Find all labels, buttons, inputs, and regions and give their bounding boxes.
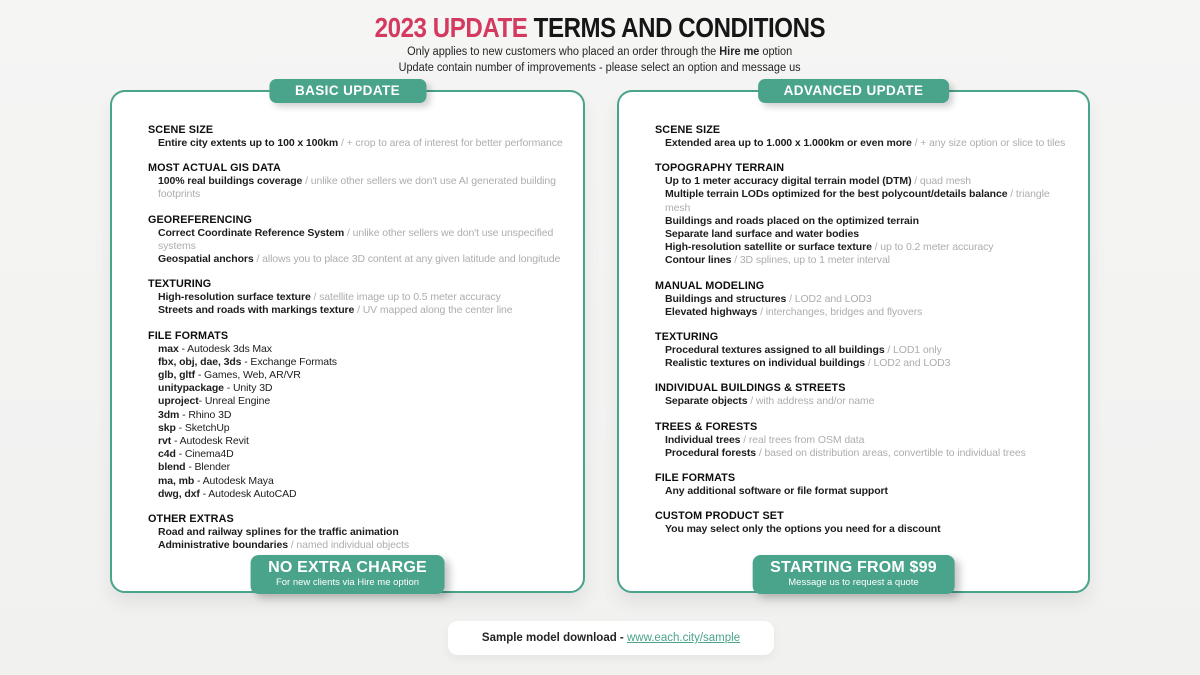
list-item (655, 357, 1068, 370)
item-main-text: Multiple terrain LODs optimized for the best polycount/details balance (665, 188, 1011, 201)
section-heading: MOST ACTUAL GIS DATA (148, 162, 281, 175)
item-note-text: / satellite image up to 0.5 meter accuracy (313, 291, 501, 304)
item-note-text: / with address and/or name (750, 395, 875, 408)
item-main-text: dwg, dxf (158, 487, 200, 500)
advanced-update-footer-badge (752, 555, 955, 594)
section-scene-size (148, 124, 563, 150)
page-title (375, 12, 826, 44)
section-heading: SCENE SIZE (148, 124, 214, 136)
item-main-text: glb, gltf (158, 369, 196, 382)
list-item (148, 137, 563, 150)
list-item (148, 369, 563, 382)
basic-update-sections (112, 92, 583, 552)
item-main-text: Buildings and roads placed on the optimized terrain (665, 214, 919, 227)
section-other-extras (148, 513, 563, 552)
advanced-update-sections (619, 92, 1088, 536)
subtitle-line-1 (0, 46, 1200, 60)
list-item (148, 395, 563, 408)
item-note-text: / + any size option or slice to tiles (914, 137, 1066, 149)
section-heading: TREES & FORESTS (655, 420, 758, 433)
list-item (655, 241, 1068, 254)
sample-download-link[interactable]: www.each.city/sample (626, 632, 741, 644)
item-main-text: - Cinema4D (175, 448, 234, 461)
item-main-text: - Games, Web, AR/VR (195, 369, 301, 382)
subtitle-2-text: Update contain number of improvements - please select an option and message us (398, 61, 802, 74)
section-heading: FILE FORMATS (148, 329, 229, 342)
item-main-text: - Rhino 3D (179, 408, 232, 421)
list-item (655, 293, 1068, 306)
item-main-text: Elevated highways (665, 305, 761, 318)
item-main-text: 100% real buildings coverage (158, 175, 306, 188)
header (0, 12, 1200, 75)
list-item (655, 395, 1068, 408)
basic-update-footer-badge (250, 555, 445, 594)
item-main-text: Contour lines (665, 254, 735, 267)
item-main-text: Road and railway splines for the traffic animation (158, 526, 399, 539)
item-note-text: / interchanges, bridges and flyovers (760, 305, 923, 318)
list-item (148, 526, 563, 539)
list-item (655, 137, 1068, 150)
section-heading: TOPOGRAPHY TERRAIN (655, 162, 785, 175)
section-heading: CUSTOM PRODUCT SET (655, 510, 784, 523)
list-item (655, 254, 1068, 267)
item-main-text: - Autodesk 3ds Max (178, 342, 272, 355)
item-main-text: fbx, obj, dae, 3ds (158, 355, 242, 368)
section-heading: TEXTURING (148, 278, 212, 291)
list-item (148, 475, 563, 488)
list-item (655, 306, 1068, 319)
item-main-text: High-resolution surface texture (158, 291, 314, 304)
item-main-text: You may select only the options you need for a discount (665, 523, 941, 536)
item-main-text: - Autodesk Maya (194, 474, 274, 487)
item-note-text: / allows you to place 3D content at any given latitude and longitude (256, 253, 561, 266)
item-main-text: - Autodesk AutoCAD (199, 487, 297, 500)
list-item (148, 227, 563, 253)
section-heading: TEXTURING (655, 331, 719, 344)
footer-subtitle: For new clients via Hire me option (275, 577, 420, 588)
list-item (655, 447, 1068, 460)
item-main-text: Realistic textures on individual buildings (665, 357, 868, 370)
advanced-update-badge: ADVANCED UPDATE (758, 79, 950, 103)
section-heading: SCENE SIZE (655, 124, 721, 136)
item-main-text: - SketchUp (175, 421, 230, 434)
basic-update-badge: BASIC UPDATE (269, 79, 426, 103)
item-main-text: - Autodesk Revit (171, 435, 249, 448)
section-texturing (148, 278, 563, 317)
list-item (148, 409, 563, 422)
item-main-text: Streets and roads with markings texture (158, 304, 358, 317)
list-item (148, 175, 563, 201)
section-manual-modeling (655, 280, 1068, 319)
section-custom-product-set (655, 510, 1068, 536)
list-item (655, 215, 1068, 228)
list-item (655, 434, 1068, 447)
item-main-text: ma, mb (158, 474, 195, 487)
item-main-text: Buildings and structures (665, 292, 790, 305)
item-note-text: / quad mesh (914, 175, 971, 188)
item-main-text: High-resolution satellite or surface texture (665, 241, 875, 254)
item-note-text: / LOD2 and LOD3 (867, 357, 951, 370)
item-note-text: / based on distribution areas, convertible to individual trees (758, 446, 1026, 459)
item-note-text: / LOD1 only (887, 344, 942, 357)
subtitle-line-2 (0, 62, 1200, 76)
section-heading: MANUAL MODELING (655, 279, 765, 292)
item-main-text: - Unreal Engine (198, 395, 271, 408)
item-main-text: Any additional software or file format support (665, 485, 888, 498)
item-main-text: - Unity 3D (223, 382, 273, 395)
list-item (655, 485, 1068, 498)
item-main-text: Correct Coordinate Reference System (158, 226, 347, 239)
item-main-text: Procedural forests (665, 446, 759, 459)
item-main-text: Geospatial anchors (158, 253, 257, 266)
section-topography-terrain (655, 162, 1068, 267)
list-item (148, 539, 563, 552)
item-main-text: Administrative boundaries (158, 539, 291, 552)
item-main-text: Separate land surface and water bodies (665, 228, 860, 241)
title-accent: 2023 UPDATE (374, 12, 528, 43)
list-item (655, 188, 1068, 214)
list-item (148, 291, 563, 304)
item-main-text: - Exchange Formats (241, 355, 337, 368)
item-main-text: uproject (158, 395, 199, 408)
list-item (148, 356, 563, 369)
list-item (148, 304, 563, 317)
subtitle-1-pre: Only applies to new customers who placed an order through the (407, 46, 720, 58)
list-item (148, 343, 563, 356)
list-item (148, 435, 563, 448)
list-item (148, 488, 563, 501)
subtitle-1-post: option (759, 46, 793, 58)
item-main-text: 3dm (158, 408, 180, 421)
item-note-text: / unlike other sellers we don't use AI generated building footprints (158, 175, 556, 201)
item-main-text: max (158, 342, 179, 355)
item-main-text: Separate objects (665, 395, 751, 408)
section-trees-forests (655, 421, 1068, 460)
title-rest: TERMS AND CONDITIONS (527, 12, 826, 43)
item-main-text: skp (158, 421, 176, 434)
item-note-text: / up to 0.2 meter accuracy (874, 241, 994, 254)
footer-title: NO EXTRA CHARGE (268, 559, 427, 576)
advanced-update-panel (617, 83, 1090, 593)
list-item (148, 253, 563, 266)
item-main-text: Individual trees (665, 433, 744, 446)
section-individual-buildings-streets (655, 382, 1068, 408)
item-main-text: Extended area up to 1.000 x 1.000km or even more (665, 137, 915, 149)
footer-subtitle: Message us to request a quote (788, 577, 919, 588)
list-item (655, 228, 1068, 241)
list-item (655, 523, 1068, 536)
item-main-text: blend (158, 461, 186, 474)
item-main-text: - Blender (185, 461, 231, 474)
item-main-text: unitypackage (158, 382, 224, 395)
section-heading: FILE FORMATS (655, 472, 736, 485)
section-heading: INDIVIDUAL BUILDINGS & STREETS (655, 382, 846, 395)
section-file-formats (148, 330, 563, 501)
sample-download-label: Sample model download - (481, 632, 627, 644)
section-georeferencing (148, 214, 563, 267)
section-most-actual-gis-data (148, 162, 563, 201)
item-note-text: / named individual objects (290, 539, 409, 552)
item-note-text: / UV mapped along the center line (357, 304, 513, 317)
item-note-text: / triangle mesh (665, 188, 1050, 214)
footer-title: STARTING FROM $99 (770, 559, 937, 576)
item-note-text: / LOD2 and LOD3 (789, 292, 872, 305)
basic-update-panel (110, 83, 585, 593)
section-heading: OTHER EXTRAS (148, 513, 234, 526)
list-item (148, 461, 563, 474)
item-note-text: / unlike other sellers we don't use unspecified systems (158, 226, 554, 252)
hire-me-bold: Hire me (719, 46, 760, 58)
list-item (148, 422, 563, 435)
section-scene-size (655, 124, 1068, 150)
list-item (655, 175, 1068, 188)
item-main-text: c4d (158, 448, 176, 461)
item-note-text: / real trees from OSM data (743, 433, 865, 446)
item-main-text: Up to 1 meter accuracy digital terrain model (DTM) (665, 175, 915, 188)
list-item (148, 448, 563, 461)
list-item (655, 344, 1068, 357)
section-file-formats (655, 472, 1068, 498)
item-note-text: / + crop to area of interest for better performance (340, 137, 563, 149)
section-heading: GEOREFERENCING (148, 213, 252, 226)
sample-download-box (448, 621, 774, 655)
item-main-text: rvt (158, 435, 172, 448)
list-item (148, 382, 563, 395)
item-main-text: Procedural textures assigned to all buildings (665, 344, 888, 357)
section-texturing (655, 331, 1068, 370)
item-note-text: / 3D splines, up to 1 meter interval (734, 254, 890, 267)
item-main-text: Entire city extents up to 100 x 100km (158, 137, 341, 149)
